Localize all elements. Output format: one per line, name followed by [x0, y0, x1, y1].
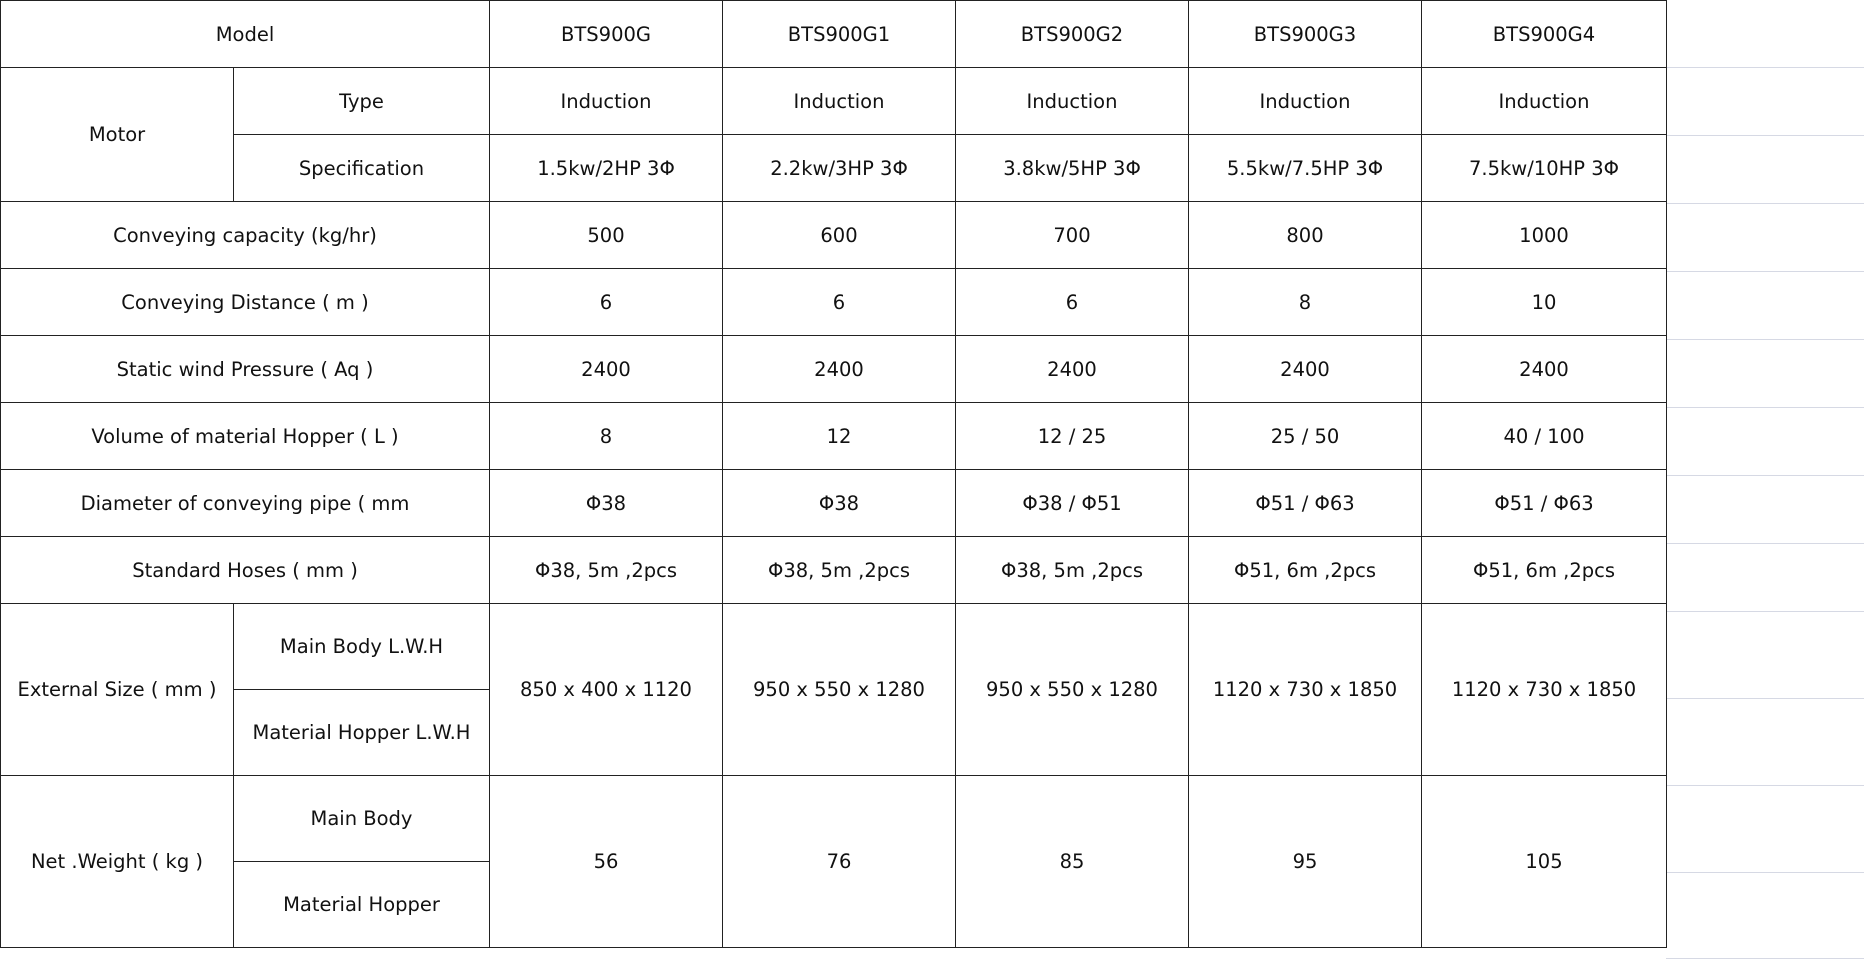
- motor-type-cell: Induction: [723, 68, 956, 135]
- model-cell: BTS900G2: [956, 1, 1189, 68]
- motor-type-cell: Induction: [490, 68, 723, 135]
- value-cell: 700: [956, 202, 1189, 269]
- model-label: Model: [1, 1, 490, 68]
- value-cell: 10: [1422, 269, 1667, 336]
- conveying-capacity-row: [1, 202, 1667, 269]
- external-size-row-main: [1, 604, 1667, 690]
- static-wind-pressure-row: [1, 336, 1667, 403]
- motor-type-label: Type: [234, 68, 490, 135]
- gridline: [1666, 407, 1864, 408]
- value-cell: 8: [1189, 269, 1422, 336]
- value-cell: 40 / 100: [1422, 403, 1667, 470]
- gridline: [1666, 872, 1864, 873]
- value-cell: 800: [1189, 202, 1422, 269]
- gridline: [1666, 543, 1864, 544]
- net-weight-sub-label: Material Hopper: [234, 862, 490, 948]
- motor-spec-label: Specification: [234, 135, 490, 202]
- value-cell: 8: [490, 403, 723, 470]
- net-weight-cell: 105: [1422, 776, 1667, 948]
- motor-spec-row: [1, 135, 1667, 202]
- row-label: Static wind Pressure ( Aq ): [1, 336, 490, 403]
- motor-type-cell: Induction: [1189, 68, 1422, 135]
- motor-spec-cell: 1.5kw/2HP 3Φ: [490, 135, 723, 202]
- motor-spec-cell: 2.2kw/3HP 3Φ: [723, 135, 956, 202]
- value-cell: Φ51, 6m ,2pcs: [1189, 537, 1422, 604]
- external-size-group-label: External Size ( mm ): [1, 604, 234, 776]
- value-cell: 1000: [1422, 202, 1667, 269]
- model-cell: BTS900G1: [723, 1, 956, 68]
- value-cell: 12: [723, 403, 956, 470]
- value-cell: Φ51 / Φ63: [1422, 470, 1667, 537]
- motor-spec-cell: 5.5kw/7.5HP 3Φ: [1189, 135, 1422, 202]
- value-cell: Φ38, 5m ,2pcs: [490, 537, 723, 604]
- value-cell: 2400: [1189, 336, 1422, 403]
- value-cell: Φ38 / Φ51: [956, 470, 1189, 537]
- value-cell: 2400: [1422, 336, 1667, 403]
- external-size-cell: 1120 x 730 x 1850: [1189, 604, 1422, 776]
- gridline: [1666, 698, 1864, 699]
- gridline: [1666, 135, 1864, 136]
- net-weight-cell: 85: [956, 776, 1189, 948]
- gridline: [1666, 339, 1864, 340]
- row-label: Conveying Distance ( m ): [1, 269, 490, 336]
- pipe-diameter-row: [1, 470, 1667, 537]
- motor-type-row: [1, 68, 1667, 135]
- conveying-distance-row: [1, 269, 1667, 336]
- gridline: [1666, 611, 1864, 612]
- net-weight-cell: 95: [1189, 776, 1422, 948]
- value-cell: 500: [490, 202, 723, 269]
- value-cell: 6: [956, 269, 1189, 336]
- external-size-cell: 950 x 550 x 1280: [723, 604, 956, 776]
- external-size-sub-label: Main Body L.W.H: [234, 604, 490, 690]
- gridline: [1666, 785, 1864, 786]
- external-size-cell: 850 x 400 x 1120: [490, 604, 723, 776]
- net-weight-cell: 76: [723, 776, 956, 948]
- model-cell: BTS900G4: [1422, 1, 1667, 68]
- value-cell: 2400: [956, 336, 1189, 403]
- net-weight-group-label: Net .Weight ( kg ): [1, 776, 234, 948]
- spreadsheet-gridlines: [1666, 0, 1864, 959]
- net-weight-cell: 56: [490, 776, 723, 948]
- external-size-cell: 1120 x 730 x 1850: [1422, 604, 1667, 776]
- net-weight-sub-label: Main Body: [234, 776, 490, 862]
- value-cell: Φ51 / Φ63: [1189, 470, 1422, 537]
- value-cell: 6: [490, 269, 723, 336]
- value-cell: 12 / 25: [956, 403, 1189, 470]
- model-cell: BTS900G: [490, 1, 723, 68]
- value-cell: 600: [723, 202, 956, 269]
- value-cell: 2400: [723, 336, 956, 403]
- motor-type-cell: Induction: [956, 68, 1189, 135]
- external-size-cell: 950 x 550 x 1280: [956, 604, 1189, 776]
- model-cell: BTS900G3: [1189, 1, 1422, 68]
- gridline: [1666, 203, 1864, 204]
- gridline: [1666, 475, 1864, 476]
- gridline: [1666, 67, 1864, 68]
- value-cell: Φ38, 5m ,2pcs: [956, 537, 1189, 604]
- value-cell: 2400: [490, 336, 723, 403]
- value-cell: 6: [723, 269, 956, 336]
- motor-spec-cell: 7.5kw/10HP 3Φ: [1422, 135, 1667, 202]
- value-cell: Φ51, 6m ,2pcs: [1422, 537, 1667, 604]
- external-size-sub-label: Material Hopper L.W.H: [234, 690, 490, 776]
- value-cell: Φ38: [490, 470, 723, 537]
- net-weight-row-main: [1, 776, 1667, 862]
- standard-hoses-row: [1, 537, 1667, 604]
- gridline: [1666, 271, 1864, 272]
- value-cell: 25 / 50: [1189, 403, 1422, 470]
- value-cell: Φ38: [723, 470, 956, 537]
- value-cell: Φ38, 5m ,2pcs: [723, 537, 956, 604]
- row-label: Standard Hoses ( mm ): [1, 537, 490, 604]
- motor-group-label: Motor: [1, 68, 234, 202]
- hopper-volume-row: [1, 403, 1667, 470]
- row-label: Diameter of conveying pipe ( mm: [1, 470, 490, 537]
- row-label: Volume of material Hopper ( L ): [1, 403, 490, 470]
- model-row: [1, 1, 1667, 68]
- motor-type-cell: Induction: [1422, 68, 1667, 135]
- row-label: Conveying capacity (kg/hr): [1, 202, 490, 269]
- motor-spec-cell: 3.8kw/5HP 3Φ: [956, 135, 1189, 202]
